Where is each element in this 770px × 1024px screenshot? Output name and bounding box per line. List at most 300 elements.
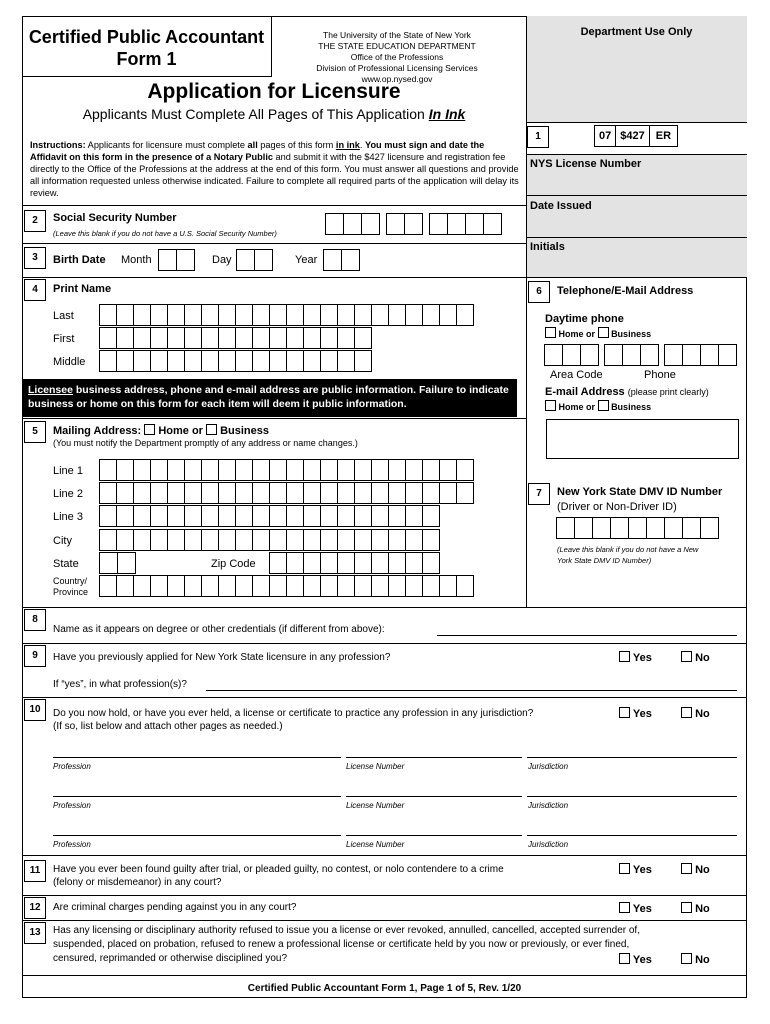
char-box[interactable] <box>269 350 287 372</box>
char-box[interactable] <box>337 304 355 326</box>
dmv-id-subtitle: (Driver or Non-Driver ID) <box>557 501 677 513</box>
dept-code-boxes <box>594 125 678 147</box>
char-box[interactable] <box>116 327 134 349</box>
license-row1-jurisdiction-caption: Jurisdiction <box>528 762 569 771</box>
char-box[interactable] <box>320 482 338 504</box>
q10-no-option: No <box>681 707 710 720</box>
char-box[interactable] <box>99 575 117 597</box>
char-box[interactable] <box>456 459 474 481</box>
char-box[interactable] <box>235 327 253 349</box>
q9-followup: If “yes”, in what profession(s)? <box>53 679 187 690</box>
state-label: State <box>53 558 79 570</box>
char-box[interactable] <box>201 327 219 349</box>
email-business-checkbox[interactable] <box>598 400 609 411</box>
char-box[interactable] <box>371 482 389 504</box>
section-number-12: 12 <box>24 897 46 919</box>
char-box[interactable] <box>422 575 440 597</box>
address-line3-input[interactable] <box>100 505 440 527</box>
q9-no-checkbox[interactable] <box>681 651 692 662</box>
char-box[interactable] <box>592 517 611 539</box>
zip-code-input[interactable] <box>270 552 440 574</box>
q11-no-checkbox[interactable] <box>681 863 692 874</box>
char-box[interactable] <box>337 529 355 551</box>
license-row2-jurisdiction-caption: Jurisdiction <box>528 801 569 810</box>
address-line1-input[interactable] <box>100 459 474 481</box>
char-box[interactable] <box>439 575 457 597</box>
char-box[interactable] <box>354 529 372 551</box>
license-row3-jurisdiction[interactable] <box>527 835 737 836</box>
char-box[interactable] <box>371 552 389 574</box>
char-box[interactable] <box>133 575 151 597</box>
license-row1-profession-caption: Profession <box>53 762 91 771</box>
char-box[interactable] <box>235 304 253 326</box>
char-box[interactable] <box>388 505 406 527</box>
char-box[interactable] <box>337 482 355 504</box>
char-box[interactable] <box>218 327 236 349</box>
application-title: Application for Licensure <box>147 80 401 103</box>
char-box[interactable] <box>439 482 457 504</box>
license-row1-profession[interactable] <box>53 757 341 758</box>
char-box[interactable] <box>286 304 304 326</box>
birth-year-label: Year <box>295 254 318 266</box>
char-box[interactable] <box>439 459 457 481</box>
char-box[interactable] <box>133 459 151 481</box>
char-box[interactable] <box>150 529 168 551</box>
char-box[interactable] <box>320 575 338 597</box>
birth-day-label: Day <box>212 254 232 266</box>
char-box[interactable] <box>371 459 389 481</box>
char-box[interactable] <box>150 459 168 481</box>
dmv-id-note: (Leave this blank if you do not have a New York State DMV ID Number) <box>557 545 699 565</box>
phone-business-checkbox[interactable] <box>598 327 609 338</box>
char-box[interactable] <box>628 517 647 539</box>
criminal-conviction-question: Have you ever been found guilty after trial, or pleaded guilty, no contest, or nolo contendere to a crime (felony or misdemeanor) in any court? <box>53 864 504 888</box>
char-box[interactable] <box>201 575 219 597</box>
char-box[interactable] <box>201 505 219 527</box>
phone-label: Phone <box>644 369 676 381</box>
dmv-id-label: New York State DMV ID Number <box>557 486 723 498</box>
char-box[interactable] <box>574 517 593 539</box>
char-box[interactable] <box>133 505 151 527</box>
char-box[interactable] <box>167 327 185 349</box>
nys-license-number-label: NYS License Number <box>530 158 642 170</box>
birth-day-input[interactable] <box>237 249 273 271</box>
char-box[interactable] <box>337 350 355 372</box>
char-box[interactable] <box>405 304 423 326</box>
page-footer: Certified Public Accountant Form 1, Page 1 of 5, Rev. 1/20 <box>247 983 522 994</box>
char-box[interactable] <box>218 505 236 527</box>
char-box[interactable] <box>354 482 372 504</box>
middle-name-input[interactable] <box>100 350 372 372</box>
section-number-10: 10 <box>24 699 46 721</box>
license-row2-profession[interactable] <box>53 796 341 797</box>
char-box[interactable] <box>167 459 185 481</box>
phone-home-checkbox[interactable] <box>545 327 556 338</box>
char-box[interactable] <box>167 304 185 326</box>
license-row2-jurisdiction[interactable] <box>527 796 737 797</box>
dept-code-07: 07 <box>594 125 616 147</box>
char-box[interactable] <box>320 552 338 574</box>
ssn-label: Social Security Number <box>53 212 177 224</box>
q9-profession-line[interactable] <box>206 690 737 691</box>
form-title-line2: Form 1 <box>116 49 177 69</box>
char-box[interactable] <box>218 350 236 372</box>
section-number-8: 8 <box>24 609 46 631</box>
q10-yes-option: Yes <box>619 707 652 720</box>
char-box[interactable] <box>184 350 202 372</box>
char-box[interactable] <box>286 482 304 504</box>
section-number-7: 7 <box>528 483 550 505</box>
mailing-address-note: (You must notify the Department promptly of any address or name changes.) <box>53 438 358 448</box>
char-box[interactable] <box>405 482 423 504</box>
middle-name-label: Middle <box>53 356 86 368</box>
char-box[interactable] <box>150 350 168 372</box>
char-box[interactable] <box>388 482 406 504</box>
char-box[interactable] <box>422 459 440 481</box>
section-number-6: 6 <box>528 281 550 303</box>
q11-yes-option: Yes <box>619 863 652 876</box>
char-box[interactable] <box>184 327 202 349</box>
license-row2-profession-caption: Profession <box>53 801 91 810</box>
print-name-label: Print Name <box>53 283 112 295</box>
char-box[interactable] <box>337 505 355 527</box>
char-box[interactable] <box>320 529 338 551</box>
mailing-home-checkbox[interactable] <box>144 424 155 435</box>
address-line2-label: Line 2 <box>53 488 83 500</box>
char-box[interactable] <box>422 304 440 326</box>
char-box[interactable] <box>150 575 168 597</box>
address-line3-label: Line 3 <box>53 511 83 523</box>
dept-code-er: ER <box>650 125 678 147</box>
char-box[interactable] <box>286 575 304 597</box>
char-box[interactable] <box>167 505 185 527</box>
initials-label: Initials <box>530 241 565 253</box>
char-box[interactable] <box>116 482 134 504</box>
city-input[interactable] <box>100 529 440 551</box>
char-box[interactable] <box>664 517 683 539</box>
char-box[interactable] <box>235 482 253 504</box>
email-input[interactable] <box>546 419 739 459</box>
char-box[interactable] <box>303 350 321 372</box>
birth-date-row: Birth Date <box>53 254 106 266</box>
char-box[interactable] <box>700 517 719 539</box>
q12-no-option: No <box>681 902 710 915</box>
char-box[interactable] <box>269 529 287 551</box>
char-box[interactable] <box>184 575 202 597</box>
char-box[interactable] <box>405 529 423 551</box>
application-subtitle: Applicants Must Complete All Pages of This Application In Ink <box>82 106 466 122</box>
ssn-note: (Leave this blank if you do not have a U.S. Social Security Number) <box>53 229 277 238</box>
char-box[interactable] <box>405 459 423 481</box>
q9-yes-option: Yes <box>619 651 652 664</box>
license-row1-jurisdiction[interactable] <box>527 757 737 758</box>
char-box[interactable] <box>388 529 406 551</box>
char-box[interactable] <box>456 575 474 597</box>
char-box[interactable] <box>405 505 423 527</box>
char-box[interactable] <box>116 505 134 527</box>
license-row3-jurisdiction-caption: Jurisdiction <box>528 840 569 849</box>
birth-year-input[interactable] <box>324 249 360 271</box>
char-box[interactable] <box>167 350 185 372</box>
char-box[interactable] <box>354 552 372 574</box>
section-number-13: 13 <box>24 922 46 944</box>
last-name-input[interactable] <box>100 304 474 326</box>
char-box[interactable] <box>371 529 389 551</box>
char-box[interactable] <box>184 482 202 504</box>
char-box[interactable] <box>252 459 270 481</box>
char-box[interactable] <box>150 327 168 349</box>
q13-no-checkbox[interactable] <box>681 953 692 964</box>
license-row3-number-caption: License Number <box>346 840 405 849</box>
char-box[interactable] <box>286 529 304 551</box>
char-box[interactable] <box>252 505 270 527</box>
char-box[interactable] <box>150 482 168 504</box>
agency-block <box>272 30 522 85</box>
char-box[interactable] <box>337 575 355 597</box>
char-box[interactable] <box>167 529 185 551</box>
char-box[interactable] <box>303 575 321 597</box>
char-box[interactable] <box>252 350 270 372</box>
char-box[interactable] <box>556 517 575 539</box>
q12-no-checkbox[interactable] <box>681 902 692 913</box>
char-box[interactable] <box>354 575 372 597</box>
char-box[interactable] <box>439 304 457 326</box>
section-number-5: 5 <box>24 421 46 443</box>
char-box[interactable] <box>269 575 287 597</box>
char-box[interactable] <box>201 482 219 504</box>
address-line1-label: Line 1 <box>53 465 83 477</box>
char-box[interactable] <box>167 482 185 504</box>
char-box[interactable] <box>201 304 219 326</box>
license-row3-number[interactable] <box>346 835 522 836</box>
char-box[interactable] <box>456 304 474 326</box>
char-box[interactable] <box>184 304 202 326</box>
char-box[interactable] <box>133 482 151 504</box>
q12-yes-option: Yes <box>619 902 652 915</box>
area-code-label: Area Code <box>550 369 603 381</box>
char-box[interactable] <box>99 350 117 372</box>
char-box[interactable] <box>269 304 287 326</box>
daytime-phone-input[interactable] <box>545 344 737 366</box>
char-box[interactable] <box>422 482 440 504</box>
q10-yes-checkbox[interactable] <box>619 707 630 718</box>
char-box[interactable] <box>116 459 134 481</box>
section-number-3: 3 <box>24 247 46 269</box>
q11-yes-checkbox[interactable] <box>619 863 630 874</box>
char-box[interactable] <box>218 529 236 551</box>
public-info-notice: Licensee business address, phone and e-mail address are public information. Failure to indicate business or home on this form for each item will deem it public information. <box>22 379 517 417</box>
city-label: City <box>53 535 72 547</box>
dept-code-fee: $427 <box>616 125 649 147</box>
char-box[interactable] <box>269 552 287 574</box>
first-name-input[interactable] <box>100 327 372 349</box>
form-title-box <box>22 16 272 77</box>
state-input[interactable] <box>100 552 136 574</box>
char-box[interactable] <box>337 552 355 574</box>
char-box[interactable] <box>252 575 270 597</box>
q9-no-option: No <box>681 651 710 664</box>
char-box[interactable] <box>269 327 287 349</box>
q13-yes-checkbox[interactable] <box>619 953 630 964</box>
char-box[interactable] <box>133 327 151 349</box>
license-row1-number-caption: License Number <box>346 762 405 771</box>
char-box[interactable] <box>303 327 321 349</box>
license-row2-number[interactable] <box>346 796 522 797</box>
address-line2-input[interactable] <box>100 482 474 504</box>
char-box[interactable] <box>354 304 372 326</box>
char-box[interactable] <box>218 459 236 481</box>
char-box[interactable] <box>286 459 304 481</box>
char-box[interactable] <box>99 459 117 481</box>
char-box[interactable] <box>337 459 355 481</box>
char-box[interactable] <box>99 482 117 504</box>
char-box[interactable] <box>167 575 185 597</box>
char-box[interactable] <box>116 529 134 551</box>
char-box[interactable] <box>422 552 440 574</box>
char-box[interactable] <box>99 327 117 349</box>
char-box[interactable] <box>682 517 701 539</box>
previous-application-question: Have you previously applied for New York State licensure in any profession? <box>53 652 391 663</box>
char-box[interactable] <box>235 529 253 551</box>
char-box[interactable] <box>286 350 304 372</box>
char-box[interactable] <box>133 304 151 326</box>
q13-no-option: No <box>681 953 710 966</box>
char-box[interactable] <box>422 529 440 551</box>
license-row3-profession[interactable] <box>53 835 341 836</box>
char-box[interactable] <box>286 505 304 527</box>
char-box[interactable] <box>371 505 389 527</box>
char-box[interactable] <box>422 505 440 527</box>
char-box[interactable] <box>303 459 321 481</box>
char-box[interactable] <box>269 459 287 481</box>
daytime-phone-label: Daytime phone <box>545 313 624 325</box>
char-box[interactable] <box>371 304 389 326</box>
char-box[interactable] <box>218 304 236 326</box>
birth-month-input[interactable] <box>159 249 195 271</box>
date-issued-label: Date Issued <box>530 200 592 212</box>
char-box[interactable] <box>269 505 287 527</box>
section-number-2: 2 <box>24 210 46 232</box>
char-box[interactable] <box>337 327 355 349</box>
char-box[interactable] <box>99 529 117 551</box>
char-box[interactable] <box>184 459 202 481</box>
char-box[interactable] <box>388 459 406 481</box>
char-box[interactable] <box>116 350 134 372</box>
license-row3-profession-caption: Profession <box>53 840 91 849</box>
q13-yes-option: Yes <box>619 953 652 966</box>
char-box[interactable] <box>116 575 134 597</box>
char-box[interactable] <box>235 505 253 527</box>
char-box[interactable] <box>116 304 134 326</box>
char-box[interactable] <box>456 482 474 504</box>
char-box[interactable] <box>133 350 151 372</box>
agency-line4: Division of Professional Licensing Services <box>316 63 478 73</box>
char-box[interactable] <box>354 350 372 372</box>
char-box[interactable] <box>235 350 253 372</box>
pending-charges-question: Are criminal charges pending against you in any court? <box>53 902 297 913</box>
license-held-question: Do you now hold, or have you ever held, a license or certificate to practice any profession in any jurisdiction? (If so, list below and attach other pages as needed.) <box>53 708 534 732</box>
instructions: Instructions: Applicants for licensure must complete all pages of this form in ink. You must sign and date the Affidavit on this form in the presence of a Notary Public and submit it with the $427 licensure and registration fee directly to the Office of the Professions at the address at the end of this form. You must answer all questions and provide all information requested unless otherwise indicated. Failure to complete all required parts of the application will delay its review. <box>30 140 519 198</box>
char-box[interactable] <box>184 505 202 527</box>
char-box[interactable] <box>320 350 338 372</box>
char-box[interactable] <box>405 575 423 597</box>
license-row2-number-caption: License Number <box>346 801 405 810</box>
char-box[interactable] <box>303 482 321 504</box>
char-box[interactable] <box>150 505 168 527</box>
char-box[interactable] <box>405 552 423 574</box>
char-box[interactable] <box>252 482 270 504</box>
country-input[interactable] <box>100 575 474 597</box>
department-use-title: Department Use Only <box>580 26 693 38</box>
char-box[interactable] <box>218 575 236 597</box>
char-box[interactable] <box>303 304 321 326</box>
char-box[interactable] <box>388 552 406 574</box>
form-title-line1: Certified Public Accountant <box>28 27 265 47</box>
char-box[interactable] <box>320 459 338 481</box>
char-box[interactable] <box>320 327 338 349</box>
disciplinary-action-question: Has any licensing or disciplinary authority refused to issue you a license or ever revoked, annulled, cancelled, accepted surrender of, suspended, placed on probation, refused to renew a professional license or certificate held by you now or previously, or ever fined, censured, reprimanded or otherwise disciplined you? <box>53 925 640 964</box>
char-box[interactable] <box>388 304 406 326</box>
license-row1-number[interactable] <box>346 757 522 758</box>
char-box[interactable] <box>320 304 338 326</box>
char-box[interactable] <box>235 575 253 597</box>
char-box[interactable] <box>269 482 287 504</box>
char-box[interactable] <box>201 529 219 551</box>
char-box[interactable] <box>133 529 151 551</box>
telephone-email-label: Telephone/E-Mail Address <box>557 285 694 297</box>
char-box[interactable] <box>354 505 372 527</box>
q10-no-checkbox[interactable] <box>681 707 692 718</box>
char-box[interactable] <box>320 505 338 527</box>
char-box[interactable] <box>610 517 629 539</box>
q12-yes-checkbox[interactable] <box>619 902 630 913</box>
ssn-input[interactable] <box>326 213 502 235</box>
char-box[interactable] <box>303 529 321 551</box>
char-box[interactable] <box>646 517 665 539</box>
char-box[interactable] <box>286 552 304 574</box>
char-box[interactable] <box>252 327 270 349</box>
last-name-label: Last <box>53 310 74 322</box>
char-box[interactable] <box>286 327 304 349</box>
char-box[interactable] <box>218 482 236 504</box>
char-box[interactable] <box>303 552 321 574</box>
char-box[interactable] <box>371 575 389 597</box>
char-box[interactable] <box>252 304 270 326</box>
char-box[interactable] <box>388 575 406 597</box>
credential-name-line[interactable] <box>437 635 737 636</box>
mailing-business-checkbox[interactable] <box>206 424 217 435</box>
char-box[interactable] <box>150 304 168 326</box>
char-box[interactable] <box>354 459 372 481</box>
char-box[interactable] <box>303 505 321 527</box>
char-box[interactable] <box>235 459 253 481</box>
char-box[interactable] <box>201 459 219 481</box>
first-name-label: First <box>53 333 75 345</box>
char-box[interactable] <box>99 304 117 326</box>
char-box[interactable] <box>252 529 270 551</box>
email-type-options: Home or Business <box>545 400 651 412</box>
char-box[interactable] <box>184 529 202 551</box>
char-box[interactable] <box>201 350 219 372</box>
email-home-checkbox[interactable] <box>545 400 556 411</box>
dmv-id-input[interactable] <box>557 517 719 539</box>
section-number-11: 11 <box>24 860 46 882</box>
q9-yes-checkbox[interactable] <box>619 651 630 662</box>
char-box[interactable] <box>99 505 117 527</box>
char-box[interactable] <box>354 327 372 349</box>
q11-no-option: No <box>681 863 710 876</box>
country-label: Country/ Province <box>53 576 89 597</box>
